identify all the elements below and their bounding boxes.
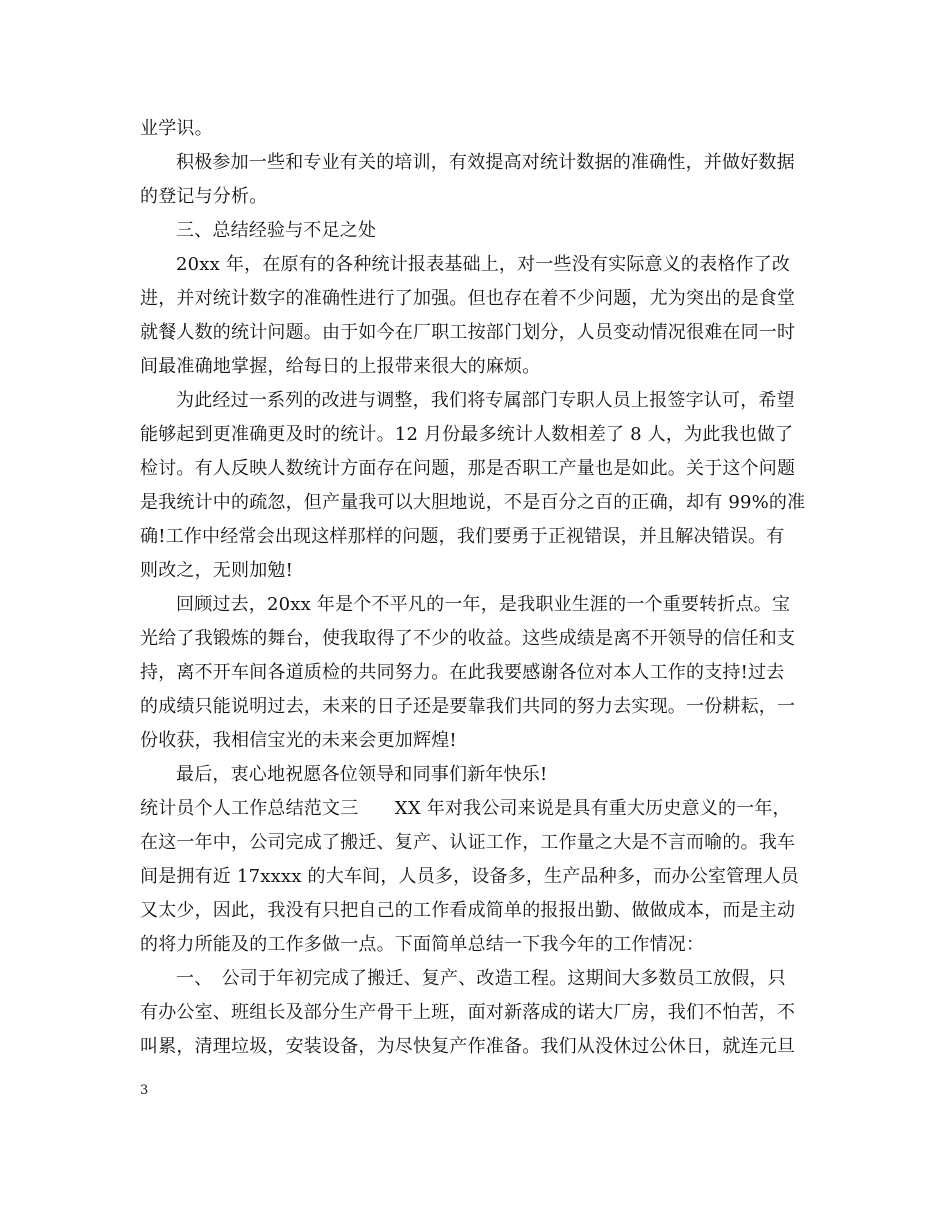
text-line: 业学识。 [140, 118, 213, 139]
text-line: 就餐人数的统计问题。由于如今在厂职工按部门划分，人员变动情况很难在同一时 [140, 322, 796, 343]
text-line: 光给了我锻炼的舞台，使我取得了不少的收益。这些成绩是离不开领导的信任和支 [140, 628, 796, 649]
text-line: 是我统计中的疏忽，但产量我可以大胆地说，不是百分之百的正确，却有 99%的准 [140, 492, 806, 513]
text-line: 叫累，清理垃圾，安装设备，为尽快复产作准备。我们从没休过公休日，就连元旦 [140, 1036, 796, 1057]
text-line: 最后，衷心地祝愿各位领导和同事们新年快乐! [176, 764, 548, 785]
text-line: 的将力所能及的工作多做一点。下面简单总结一下我今年的工作情况： [140, 934, 705, 955]
text-line: 间是拥有近 17xxxx 的大车间，人员多，设备多，生产品种多，而办公室管理人员 [140, 866, 799, 887]
document-body [140, 112, 812, 1064]
text-line: 积极参加一些和专业有关的培训，有效提高对统计数据的准确性，并做好数据 [176, 152, 795, 173]
text-line: 确!工作中经常会出现这样那样的问题，我们要勇于正视错误，并且解决错误。有 [140, 526, 785, 547]
text-line: 为此经过一系列的改进与调整，我们将专属部门专职人员上报签字认可，希望 [176, 390, 795, 411]
page-number: 3 [140, 1083, 149, 1098]
text-line: 回顾过去，20xx 年是个不平凡的一年，是我职业生涯的一个重要转折点。宝 [176, 594, 791, 615]
text-line: 的登记与分析。 [140, 186, 268, 207]
text-line: 统计员个人工作总结范文三 XX 年对我公司来说是具有重大历史意义的一年， [140, 798, 791, 819]
text-line: 持，离不开车间各道质检的共同努力。在此我要感谢各位对本人工作的支持!过去 [140, 662, 785, 683]
text-line: 一、 公司于年初完成了搬迁、复产、改造工程。这期间大多数员工放假，只 [176, 968, 786, 989]
text-line: 进，并对统计数字的准确性进行了加强。但也存在着不少问题，尤为突出的是食堂 [140, 288, 796, 309]
text-line: 的成绩只能说明过去，未来的日子还是要靠我们共同的努力去实现。一份耕耘，一 [140, 696, 796, 717]
text-line: 20xx 年，在原有的各种统计报表基础上，对一些没有实际意义的表格作了改 [176, 254, 791, 275]
text-line: 三、总结经验与不足之处 [176, 220, 377, 241]
text-line: 间最准确地掌握，给每日的上报带来很大的麻烦。 [140, 356, 541, 377]
text-line: 份收获，我相信宝光的未来会更加辉煌! [140, 730, 457, 751]
text-line: 能够起到更准确更及时的统计。12 月份最多统计人数相差了 8 人，为此我也做了 [140, 424, 794, 445]
text-line: 检讨。有人反映人数统计方面存在问题，那是否职工产量也是如此。关于这个问题 [140, 458, 796, 479]
text-line: 有办公室、班组长及部分生产骨干上班，面对新落成的诺大厂房，我们不怕苦，不 [140, 1002, 796, 1023]
text-line: 在这一年中，公司完成了搬迁、复产、认证工作，工作量之大是不言而喻的。我车 [140, 832, 796, 853]
text-line: 又太少，因此，我没有只把自己的工作看成简单的报报出勤、做做成本，而是主动 [140, 900, 796, 921]
text-line: 则改之，无则加勉! [140, 560, 294, 581]
